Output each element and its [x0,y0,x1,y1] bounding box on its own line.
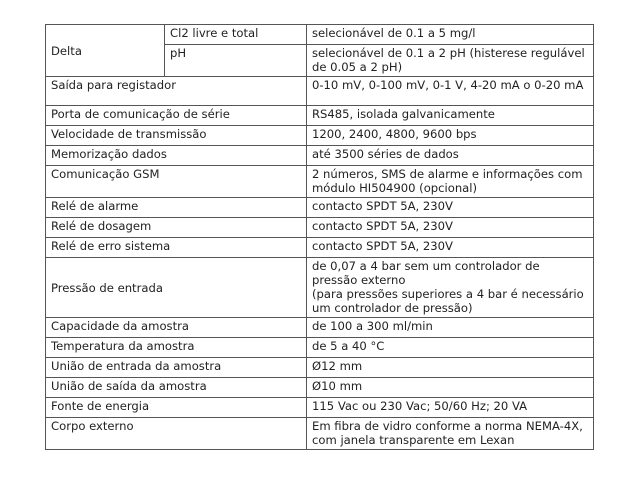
row-label: Memorização dados [46,146,307,166]
row-value: contacto SPDT 5A, 230V [307,198,594,218]
table-row [46,166,594,198]
row-label: Saída para registador [46,77,307,106]
row-value: 0-10 mV, 0-100 mV, 0-1 V, 4-20 mA o 0-20 mA [307,77,594,106]
row-label: Temperatura da amostra [46,338,307,358]
row-label: Porta de comunicação de série [46,106,307,126]
row-value: selecionável de 0.1 a 5 mg/l [307,25,594,45]
row-value: contacto SPDT 5A, 230V [307,218,594,238]
row-label: Comunicação GSM [46,166,307,198]
value-line: (para pressões superiores a 4 bar é necessário um controlador de pressão) [312,287,584,315]
table-row [46,318,594,338]
table-row [46,198,594,218]
row-value [307,258,594,318]
table-row [46,77,594,106]
row-label: Delta [46,25,165,77]
row-value: 2 números, SMS de alarme e informações com módulo HI504900 (opcional) [307,166,594,198]
row-label: Velocidade de transmissão [46,126,307,146]
row-value: selecionável de 0.1 a 2 pH (histerese regulável de 0.05 a 2 pH) [307,45,594,77]
row-value: Ø12 mm [307,358,594,378]
row-value: de 5 a 40 °C [307,338,594,358]
value-line: de 0,07 a 4 bar sem um controlador de pressão externo [312,259,540,287]
row-label: União de entrada da amostra [46,358,307,378]
row-label: Relé de erro sistema [46,238,307,258]
table-row [46,126,594,146]
row-value: 1200, 2400, 4800, 9600 bps [307,126,594,146]
table-row [46,398,594,418]
row-label: Corpo externo [46,418,307,450]
row-value: até 3500 séries de dados [307,146,594,166]
sub-label: pH [165,45,307,77]
row-label: Relé de dosagem [46,218,307,238]
table-row [46,358,594,378]
table-row [46,106,594,126]
row-value: de 100 a 300 ml/min [307,318,594,338]
table-row [46,258,594,318]
row-value: RS485, isolada galvanicamente [307,106,594,126]
sub-label: Cl2 livre e total [165,25,307,45]
table-row [46,338,594,358]
table-row [46,238,594,258]
spec-table [45,24,594,450]
row-value: 115 Vac ou 230 Vac; 50/60 Hz; 20 VA [307,398,594,418]
table-row [46,378,594,398]
table-row [46,418,594,450]
table-row [46,218,594,238]
row-label: Capacidade da amostra [46,318,307,338]
row-value: Ø10 mm [307,378,594,398]
row-value: Em fibra de vidro conforme a norma NEMA-4X, com janela transparente em Lexan [307,418,594,450]
table-row [46,25,594,45]
row-label: União de saída da amostra [46,378,307,398]
row-label: Relé de alarme [46,198,307,218]
table-row [46,146,594,166]
row-label: Fonte de energia [46,398,307,418]
row-value: contacto SPDT 5A, 230V [307,238,594,258]
row-label: Pressão de entrada [46,258,307,318]
